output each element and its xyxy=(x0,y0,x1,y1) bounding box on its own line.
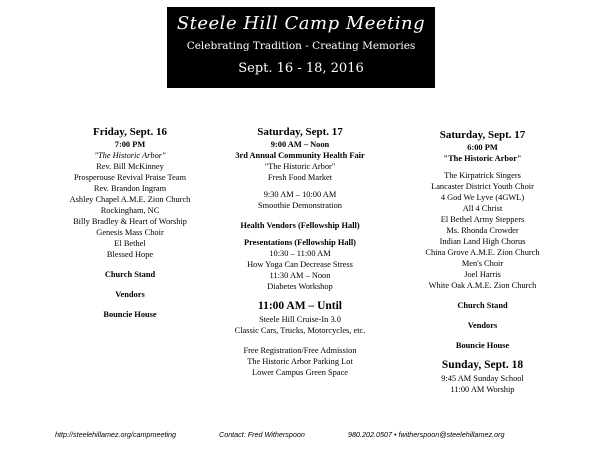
health-fair-time: 9:00 AM – Noon xyxy=(270,140,330,149)
health-fair-title: 3rd Annual Community Health Fair xyxy=(235,151,365,160)
presentation-item: Diabetes Workshop xyxy=(267,282,333,291)
saturday-bouncie-house: Bouncie House xyxy=(455,341,510,350)
admission-item: Free Registration/Free Admission xyxy=(243,346,357,355)
cruise-in-item: Steele Hill Cruise-In 3.0 xyxy=(259,315,341,324)
friday-lineup-item: El Bethel xyxy=(114,239,146,248)
friday-lineup-item: Ashley Chapel A.M.E. Zion Church xyxy=(69,195,191,204)
friday-lineup-item: Blessed Hope xyxy=(106,250,154,259)
saturday-lineup-item: White Oak A.M.E. Zion Church xyxy=(428,281,537,290)
footer xyxy=(0,430,600,442)
friday-time: 7:00 PM xyxy=(114,140,146,149)
friday-lineup-item: Rev. Bill McKinney xyxy=(96,162,164,171)
smoothie-demo: Smoothie Demonstration xyxy=(258,201,342,210)
friday-venue: "The Historic Arbor" xyxy=(94,151,166,160)
saturday-day-heading: Saturday, Sept. 17 xyxy=(257,126,343,138)
friday-lineup-item: Rev. Brandon Ingram xyxy=(93,184,167,193)
friday-bouncie-house: Bouncie House xyxy=(103,310,157,319)
admission-item: The Historic Arbor Parking Lot xyxy=(247,357,353,366)
saturday-church-stand: Church Stand xyxy=(457,301,508,310)
friday-lineup-item: Prosperouse Revival Praise Team xyxy=(73,173,187,182)
saturday-lineup-item: Indian Land High Chorus xyxy=(439,237,526,246)
saturday-night-heading: Saturday, Sept. 17 xyxy=(439,129,526,141)
presentations-heading: Presentations (Fellowship Hall) xyxy=(244,238,356,247)
saturday-lineup-item: The Kirpatrick Singers xyxy=(444,171,521,180)
sunday-item: 9:45 AM Sunday School xyxy=(441,374,524,383)
footer-url[interactable]: http://steelehillamez.org/campmeeting xyxy=(55,430,177,439)
health-fair-venue: "The Historic Arbor" xyxy=(264,162,336,171)
saturday-vendors: Vendors xyxy=(467,321,498,330)
saturday-lineup-item: China Grove A.M.E. Zion Church xyxy=(425,248,540,257)
presentation-item: How Yoga Can Decrease Stress xyxy=(247,260,353,269)
friday-vendors: Vendors xyxy=(115,290,145,299)
friday-lineup-item: Rockingham, NC xyxy=(100,206,160,215)
sunday-item: 11:00 AM Worship xyxy=(450,385,515,394)
footer-phone-email[interactable]: 980.202.0507 • fwitherspoon@steelehillamez.org xyxy=(348,430,505,439)
saturday-lineup-item: Lancaster District Youth Choir xyxy=(431,182,534,191)
friday-lineup-item: Billy Bradley & Heart of Worship xyxy=(73,217,187,226)
friday-column xyxy=(40,125,220,320)
cruise-in-item: Classic Cars, Trucks, Motorcycles, etc. xyxy=(234,326,366,335)
cruise-in-heading: 11:00 AM – Until xyxy=(257,300,342,312)
event-dates: Sept. 16 - 18, 2016 xyxy=(238,61,364,76)
friday-church-stand: Church Stand xyxy=(104,270,156,279)
title-banner xyxy=(167,7,435,88)
saturday-day-column xyxy=(215,125,385,378)
event-subtitle: Celebrating Tradition - Creating Memories xyxy=(186,40,416,52)
friday-heading: Friday, Sept. 16 xyxy=(93,126,167,138)
event-title: Steele Hill Camp Meeting xyxy=(176,13,426,34)
health-vendors: Health Vendors (Fellowship Hall) xyxy=(240,221,360,230)
smoothie-time: 9:30 AM – 10:00 AM xyxy=(263,190,337,199)
fresh-food-market: Fresh Food Market xyxy=(267,173,333,182)
saturday-lineup-item: 4 God We Lyve (4GWL) xyxy=(440,193,525,202)
saturday-night-column xyxy=(395,128,570,395)
footer-contact: Contact: Fred Witherspoon xyxy=(219,430,305,439)
saturday-lineup-item: Joel Harris xyxy=(464,270,501,279)
saturday-lineup-item: El Bethel Army Steppers xyxy=(440,215,525,224)
friday-lineup-item: Genesis Mass Choir xyxy=(96,228,164,237)
saturday-lineup-item: All 4 Christ xyxy=(462,204,503,213)
presentation-item: 10:30 – 11:00 AM xyxy=(269,249,331,258)
sunday-heading: Sunday, Sept. 18 xyxy=(441,359,524,371)
saturday-night-venue: "The Historic Arbor" xyxy=(443,154,522,163)
admission-item: Lower Campus Green Space xyxy=(251,368,349,377)
saturday-lineup-item: Ms. Rhonda Crowder xyxy=(446,226,519,235)
saturday-lineup-item: Men's Choir xyxy=(461,259,504,268)
saturday-night-time: 6:00 PM xyxy=(467,143,498,152)
presentation-item: 11:30 AM – Noon xyxy=(269,271,331,280)
